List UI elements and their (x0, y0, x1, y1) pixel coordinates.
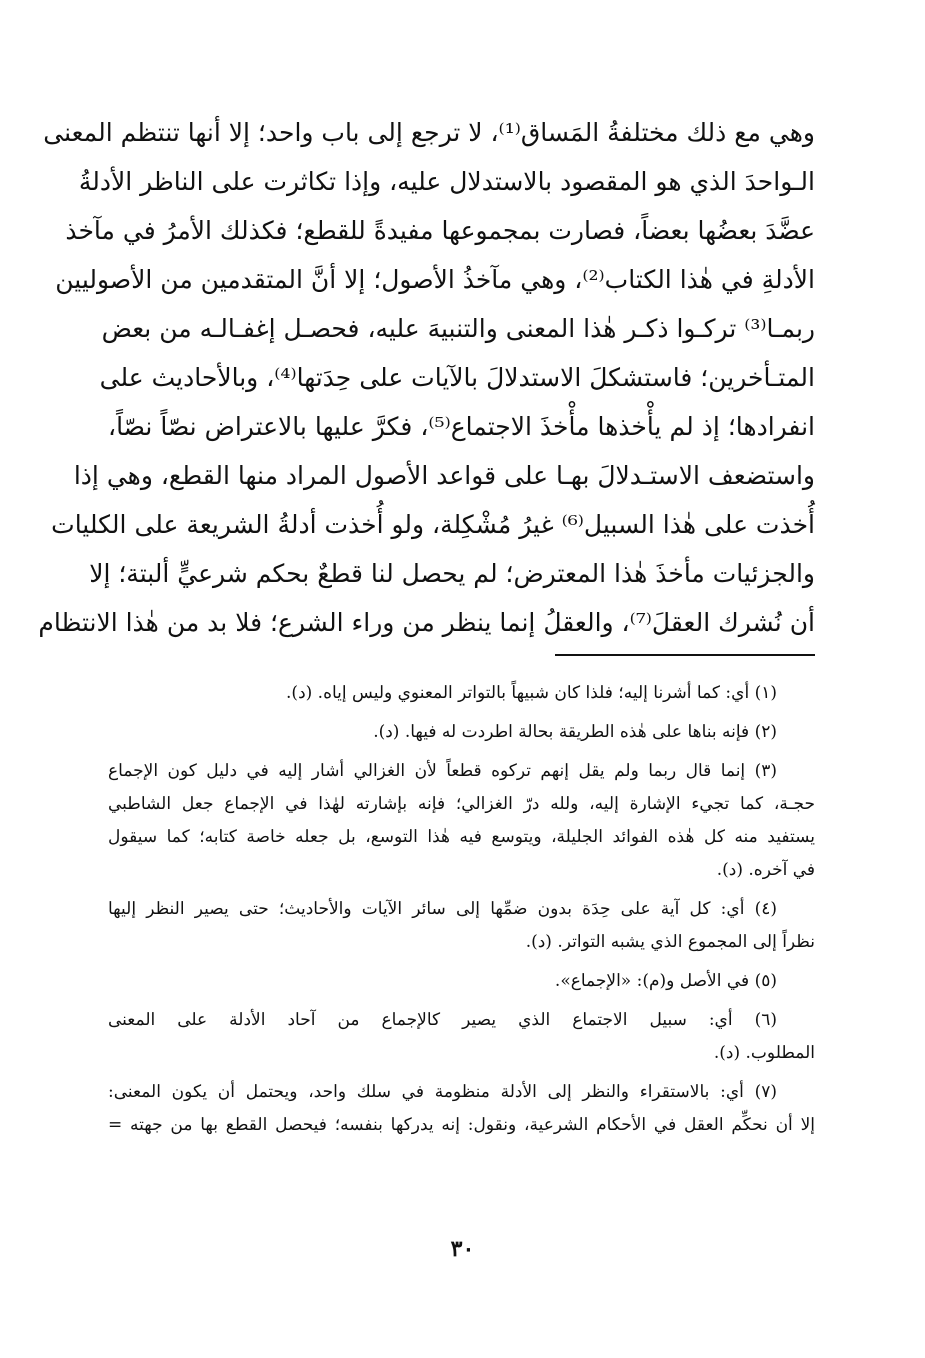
main-text-line: المتـأخرين؛ فاستشكلَ الاستدلالَ بالآيات على حِدَتها⁽⁴⁾، وبالأحاديث على (99, 363, 815, 392)
main-text-line: ربمـا⁽³⁾ تركـوا ذكـر هٰذا المعنى والتنبيهَ عليه، فحصـل إغفـالـه من بعض (101, 314, 815, 343)
main-text-line: الأدلةِ في هٰذا الكتاب⁽²⁾، وهي مآخذُ الأصول؛ إلا أنَّ المتقدمين من الأصوليين (55, 265, 815, 294)
footnote-line: (٤) أي: كل آية على حِدَة بدون ضمِّها إلى سائر الآيات والأحاديث؛ حتى يصير النظر إليها (108, 899, 777, 919)
footnote-line: (٢) فإنه بناها على هٰذه الطريقة بحالة اطردت له فيها. (د). (373, 722, 777, 742)
footnote-5 (108, 965, 815, 998)
main-text-line: أُخذت على هٰذا السبيل⁽⁶⁾ غيرُ مُشْكِلة، ولو أُخذت أدلةُ الشريعة على الكليات (51, 510, 815, 539)
footnote-line: إلا أن نحكِّم العقل في الأحكام الشرعية، ونقول: إنه يدركها بنفسه؛ فيحصل القطع بها من جهته = (108, 1115, 815, 1135)
footnote-line: المطلوب. (د). (713, 1043, 815, 1063)
main-text-line: أن نُشرك العقلَ⁽⁷⁾، والعقلُ إنما ينظر من وراء الشرع؛ فلا بد من هٰذا الانتظام (38, 608, 815, 637)
main-text (38, 108, 815, 647)
footnote-line: (٧) أي: بالاستقراء والنظر إلى الأدلة منظومة في سلك واحد، ويحتمل أن يكون المعنى: (108, 1082, 777, 1102)
main-text-line: واستضعف الاستـدلالَ بهـا على قواعد الأصول المراد منها القطع، وهي إذا (73, 461, 815, 490)
footnote-1 (108, 677, 815, 710)
footnote-6 (108, 1004, 815, 1070)
footnote-line: في آخره. (د). (716, 860, 815, 880)
footnote-line: (٥) في الأصل و(م): «الإجماع». (554, 971, 777, 991)
footnote-separator (555, 654, 815, 656)
footnote-line: (١) أي: كما أشرنا إليه؛ فلذا كان شبيهاً بالتواتر المعنوي وليس إياه. (د). (286, 683, 777, 703)
footnote-line: يستفيد منه كل هٰذه الفوائد الجليلة، ويتوسع فيه هٰذا التوسع، بل جعله خاصة كتابه؛ كما سيقول (108, 827, 815, 847)
footnote-2 (108, 716, 815, 749)
footnote-7 (108, 1076, 815, 1142)
main-text-line: عضَّدَ بعضُها بعضاً، فصارت بمجموعها مفيدةً للقطع؛ فكذلك الأمرُ في مآخذ (65, 216, 815, 245)
footnote-4 (108, 893, 815, 959)
footnote-line: (٣) إنما قال ربما ولم يقل إنهم تركوه قطعاً لأن الغزالي أشار إليه في دليل كون الإجماع (108, 761, 777, 781)
main-text-line: وهي مع ذلك مختلفةُ المَساق⁽¹⁾، لا ترجع إلى باب واحد؛ إلا أنها تنتظم المعنى (43, 118, 815, 147)
main-text-line: انفرادها؛ إذ لم يأْخذها مأْخذَ الاجتماع⁽⁵⁾، فكرَّ عليها بالاعتراض نصّاً نصّاً، (108, 412, 815, 441)
footnote-line: (٦) أي: سبيل الاجتماع الذي يصير كالإجماع من آحاد الأدلة على المعنى (108, 1010, 777, 1030)
footnote-line: حجـة، كما تجيء الإشارة إليه، ولله درّ الغزالي؛ فإنه بإشارته لهٰذا في الإجماع جعل الشاطبي (108, 794, 815, 814)
page-number: ٣٠ (450, 1236, 475, 1262)
footnotes (108, 677, 815, 1148)
main-text-line: الـواحدَ الذي هو المقصود بالاستدلال عليه، وإذا تكاثرت على الناظر الأدلةُ (78, 167, 815, 196)
main-text-line: والجزئيات مأخذَ هٰذا المعترض؛ لم يحصل لنا قطعٌ بحكم شرعيٍّ ألبتة؛ إلا (89, 559, 815, 588)
footnote-3 (108, 755, 815, 887)
footnote-line: نظراً إلى المجموع الذي يشبه التواتر. (د). (525, 932, 815, 952)
